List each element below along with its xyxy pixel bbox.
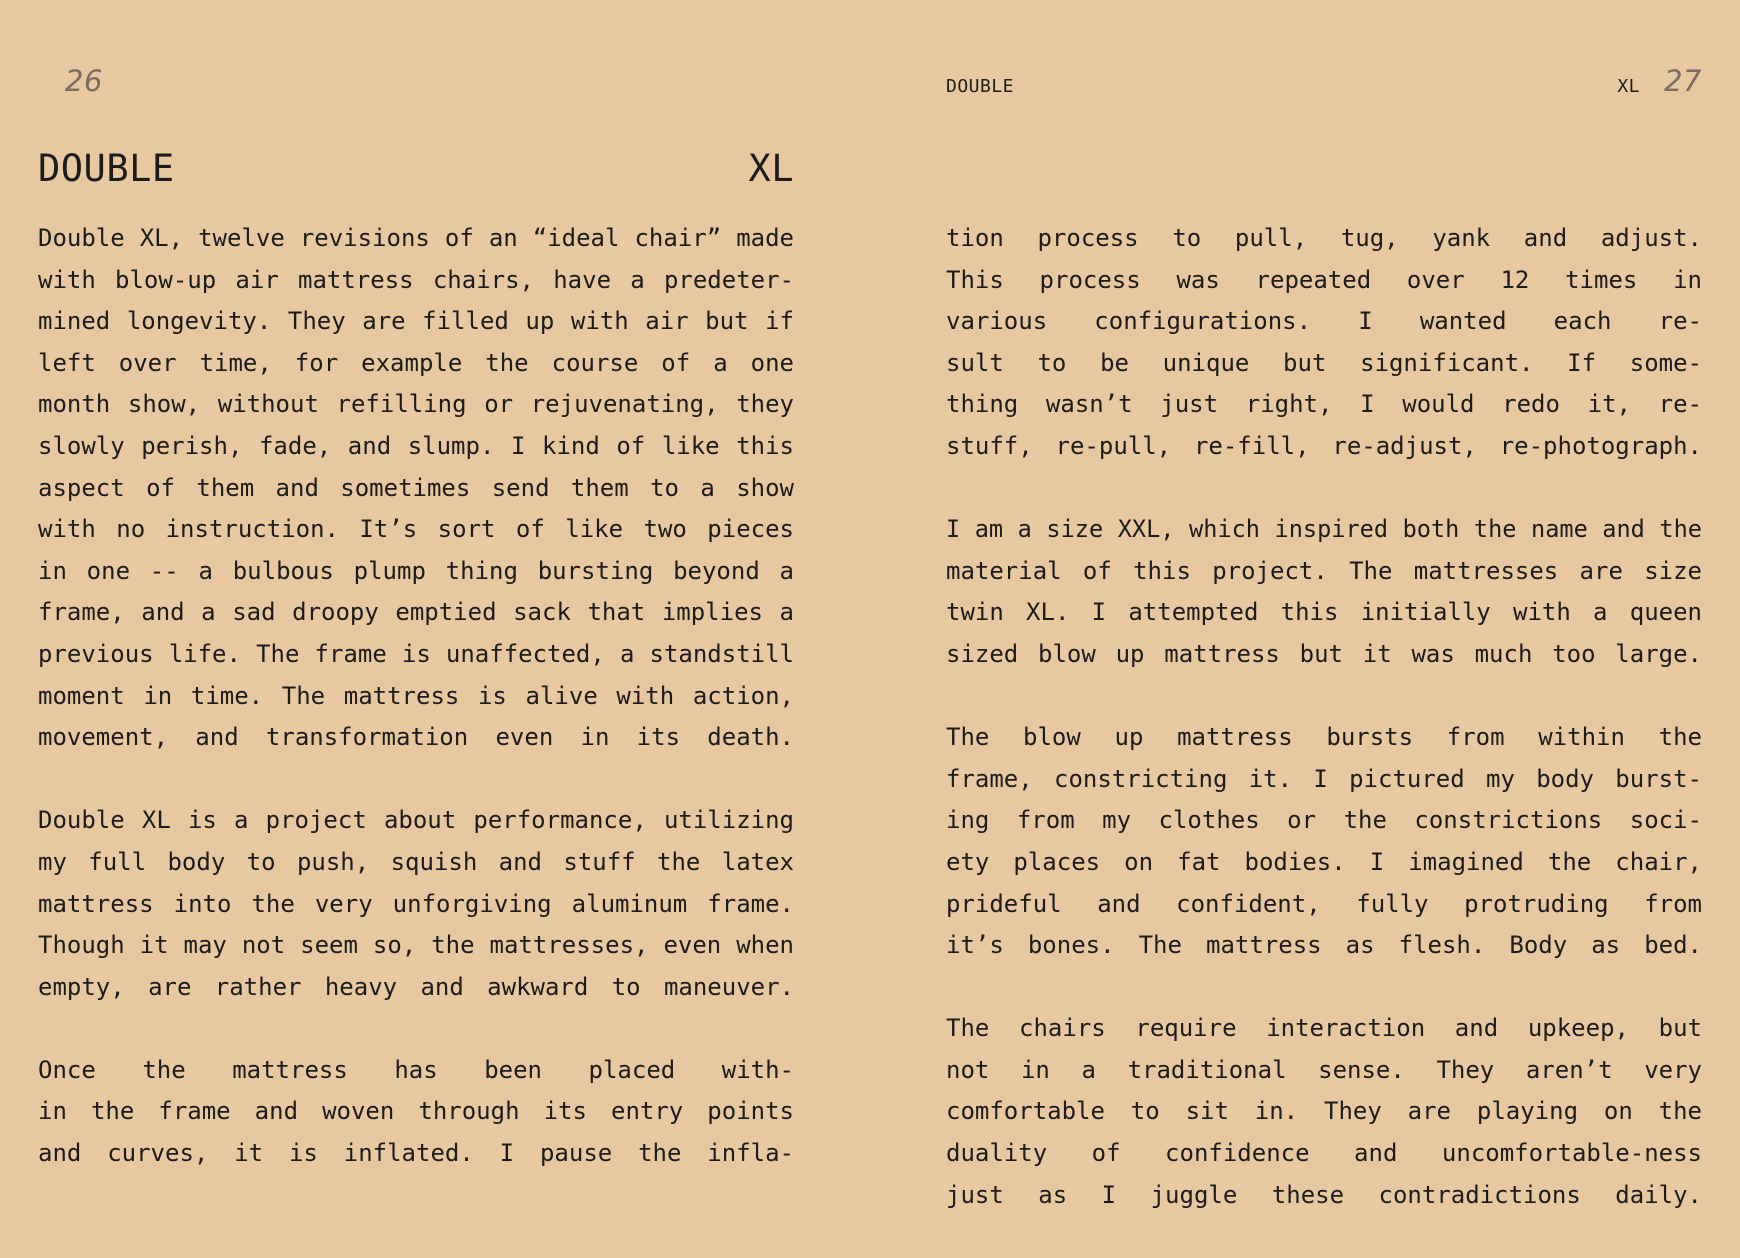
text-line: not in a traditional sense. They aren’t very xyxy=(946,1055,1702,1084)
text-line: moment in time. The mattress is alive with action, xyxy=(38,681,794,710)
paragraph xyxy=(38,1050,794,1175)
text-line: various configurations. I wanted each re- xyxy=(946,307,1702,336)
text-line: tion process to pull, tug, yank and adjust. xyxy=(946,224,1702,252)
paragraph xyxy=(38,218,794,759)
text-line: I am a size XXL, which inspired both the name and the xyxy=(946,515,1702,544)
page-number: 26 xyxy=(65,64,103,98)
left-page xyxy=(38,0,794,1245)
text-line: Once the mattress has been placed with- xyxy=(38,1055,794,1084)
text-line: slowly perish, fade, and slump. I kind of like this xyxy=(38,431,794,460)
text-line: The blow up mattress bursts from within the xyxy=(946,723,1702,752)
text-line: stuff, re-pull, re-fill, re-adjust, re-photograph. xyxy=(946,431,1702,460)
body-text xyxy=(38,218,794,1216)
text-line: duality of confidence and uncomfortable-ness xyxy=(946,1139,1702,1168)
text-line: The chairs require interaction and upkeep, but xyxy=(946,1014,1702,1043)
running-head-double: DOUBLE xyxy=(946,76,1015,97)
text-line: empty, are rather heavy and awkward to maneuver. xyxy=(38,972,794,1001)
text-line: ing from my clothes or the constrictions soci- xyxy=(946,806,1702,835)
paragraph xyxy=(38,800,794,1008)
paragraph xyxy=(946,218,1702,468)
text-line: twin XL. I attempted this initially with a queen xyxy=(946,598,1702,627)
text-line: This process was repeated over 12 times in xyxy=(946,265,1702,294)
text-line: left over time, for example the course of a one xyxy=(38,348,794,377)
text-line: Though it may not seem so, the mattresses, even when xyxy=(38,931,794,960)
text-line: month show, without refilling or rejuvenating, they xyxy=(38,390,794,419)
paragraph xyxy=(946,509,1702,675)
running-head-xl: XL xyxy=(1617,76,1640,97)
text-line: ety places on fat bodies. I imagined the chair, xyxy=(946,847,1702,876)
text-line: mattress into the very unforgiving aluminum frame. xyxy=(38,889,794,918)
text-line: aspect of them and sometimes send them to a show xyxy=(38,473,794,502)
text-line: movement, and transformation even in its death. xyxy=(38,723,794,752)
paragraph xyxy=(946,717,1702,967)
text-line: with no instruction. It’s sort of like two pieces xyxy=(38,515,794,544)
text-line: Double XL is a project about performance, utilizing xyxy=(38,806,794,835)
title-word-xl: XL xyxy=(748,147,794,190)
text-line: frame, and a sad droopy emptied sack that implies a xyxy=(38,598,794,627)
text-line: in one -- a bulbous plump thing bursting beyond a xyxy=(38,556,794,585)
text-line: in the frame and woven through its entry points xyxy=(38,1097,794,1126)
paragraph xyxy=(946,1008,1702,1216)
page-title xyxy=(38,147,794,190)
text-line: Double XL, twelve revisions of an “ideal chair” made xyxy=(38,224,794,252)
text-line: sized blow up mattress but it was much too large. xyxy=(946,639,1702,668)
text-line: my full body to push, squish and stuff the latex xyxy=(38,847,794,876)
text-line: with blow-up air mattress chairs, have a predeter- xyxy=(38,265,794,294)
text-line: frame, constricting it. I pictured my body burst- xyxy=(946,764,1702,793)
page-number: 27 xyxy=(1664,64,1702,98)
text-line: sult to be unique but significant. If some- xyxy=(946,348,1702,377)
text-line: mined longevity. They are filled up with air but if xyxy=(38,307,794,336)
text-line: previous life. The frame is unaffected, a standstill xyxy=(38,639,794,668)
right-page xyxy=(946,0,1702,1245)
text-line: prideful and confident, fully protruding from xyxy=(946,889,1702,918)
text-line: comfortable to sit in. They are playing on the xyxy=(946,1097,1702,1126)
body-text xyxy=(946,218,1702,1258)
text-line: it’s bones. The mattress as flesh. Body as bed. xyxy=(946,931,1702,960)
text-line: thing wasn’t just right, I would redo it, re- xyxy=(946,390,1702,419)
text-line: material of this project. The mattresses are size xyxy=(946,556,1702,585)
text-line: and curves, it is inflated. I pause the infla- xyxy=(38,1139,794,1168)
text-line: just as I juggle these contradictions daily. xyxy=(946,1180,1702,1209)
title-word-double: DOUBLE xyxy=(38,147,175,190)
